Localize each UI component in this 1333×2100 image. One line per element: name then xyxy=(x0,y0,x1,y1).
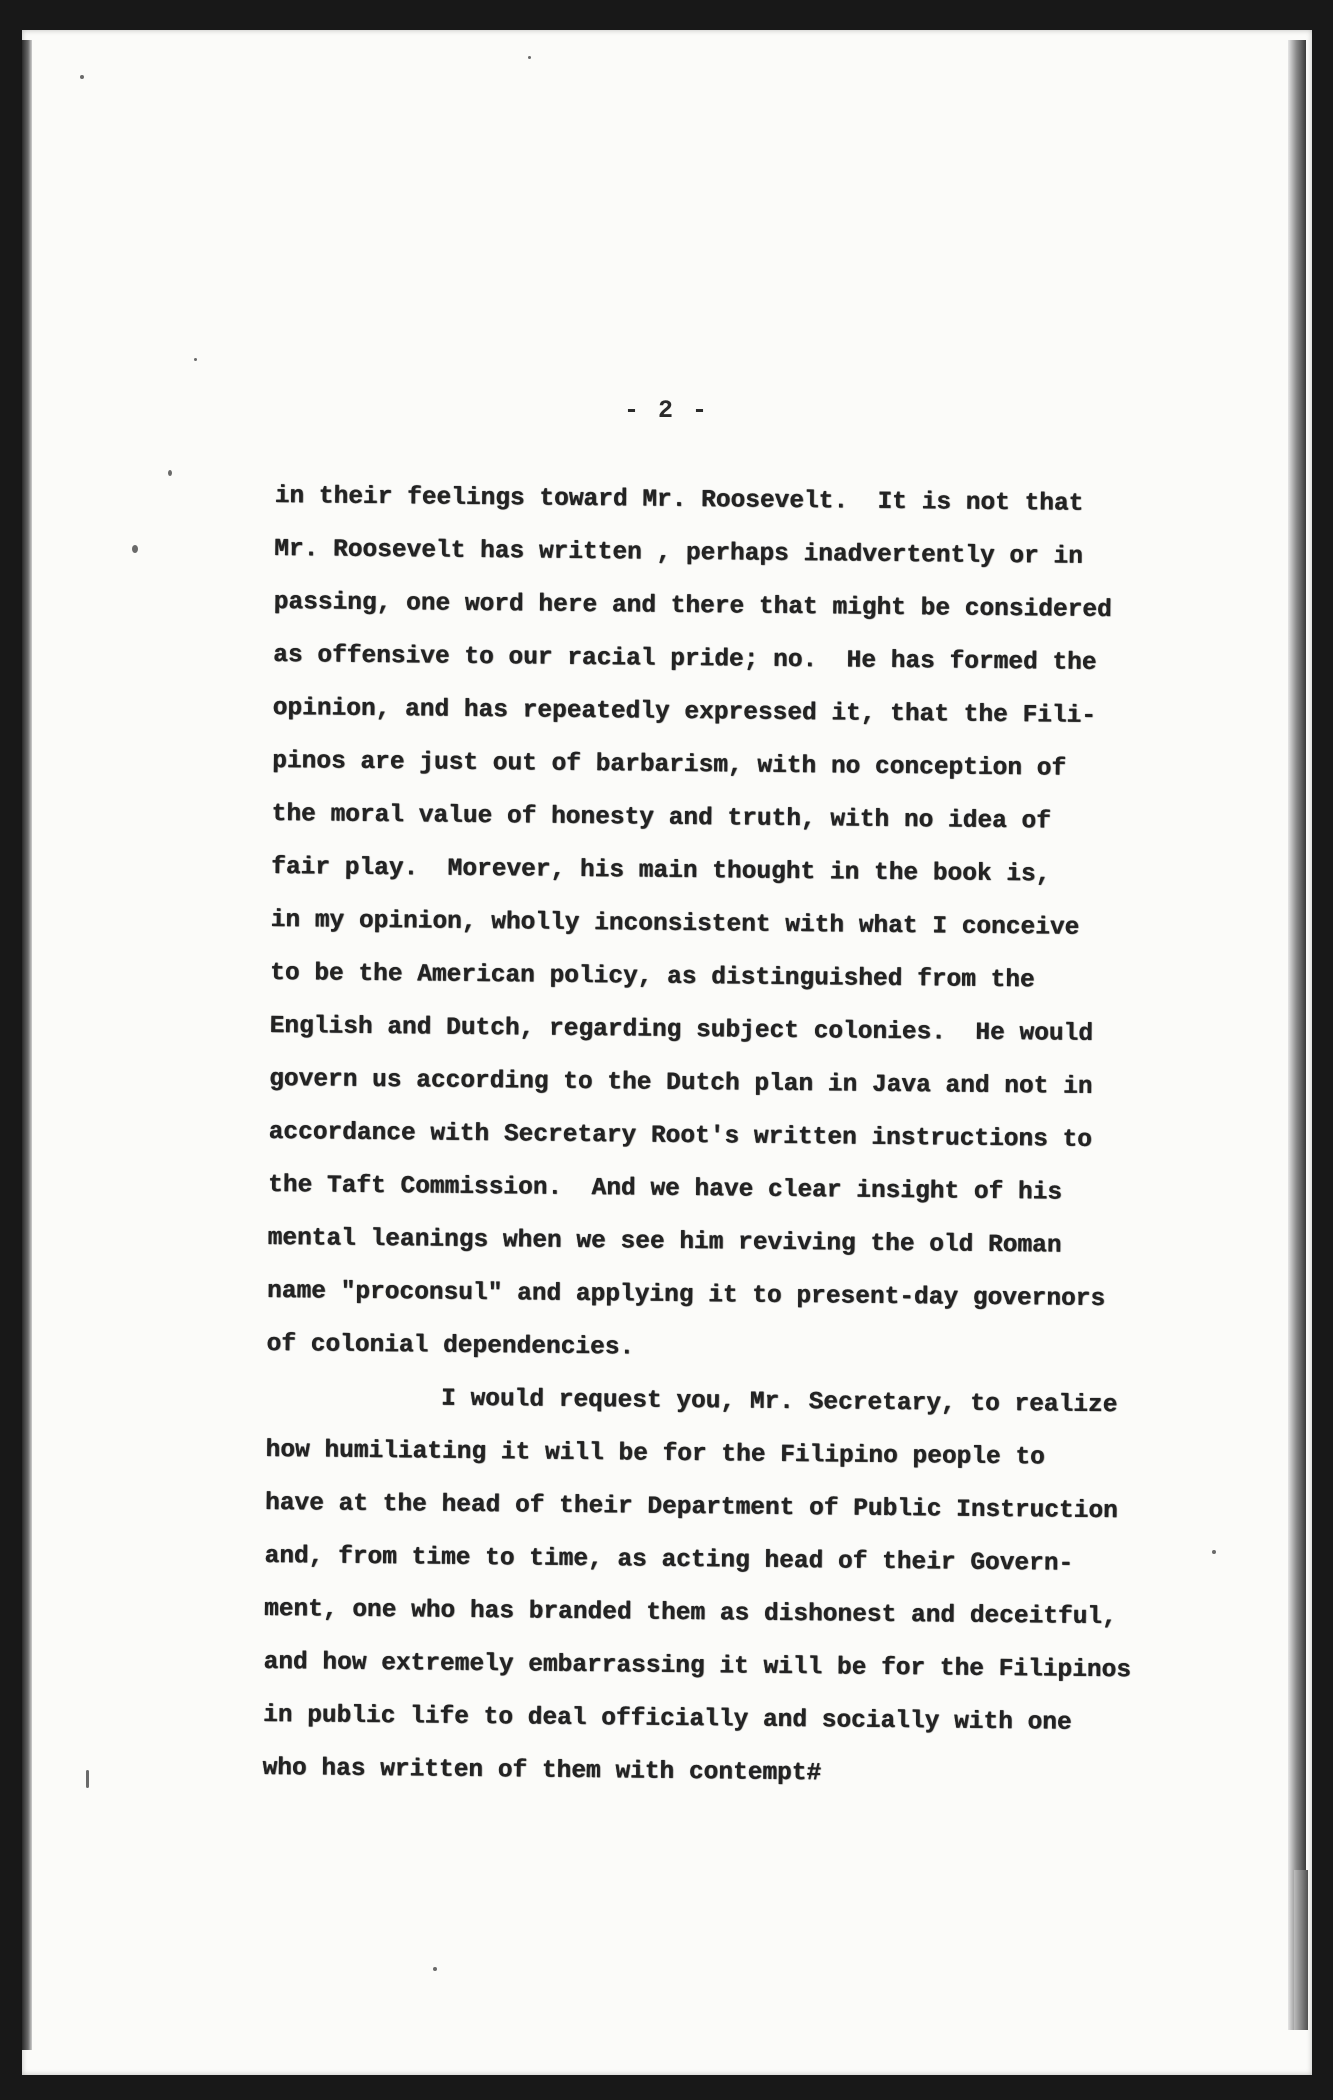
text-line: in my opinion, wholly inconsistent with what I conceive xyxy=(270,906,1080,942)
text-line: and, from time to time, as acting head of their Govern- xyxy=(264,1542,1074,1578)
text-line: how humiliating it will be for the Filipino people to xyxy=(265,1436,1045,1472)
text-line: in their feelings toward Mr. Roosevelt. It is not that xyxy=(274,482,1084,518)
text-line: opinion, and has repeatedly expressed it, that the Fili- xyxy=(272,694,1097,730)
speck-mark xyxy=(80,75,84,79)
text-line: as offensive to our racial pride; no. He has formed the xyxy=(273,641,1097,677)
right-page-edge xyxy=(1288,40,1306,2030)
speck-mark xyxy=(528,56,531,59)
text-line: mental leanings when we see him reviving the old Roman xyxy=(267,1224,1062,1260)
text-line: fair play. Morever, his main thought in the book is, xyxy=(271,853,1051,889)
speck-mark xyxy=(168,470,172,476)
text-line: passing, one word here and there that might be considered xyxy=(273,588,1112,625)
right-edge-tab xyxy=(1294,1870,1308,2030)
speck-mark xyxy=(132,545,138,553)
text-line: the Taft Commission. And we have clear insight of his xyxy=(268,1171,1063,1207)
text-line: the moral value of honesty and truth, with no idea of xyxy=(271,800,1052,836)
text-line: English and Dutch, regarding subject colonies. He would xyxy=(269,1012,1094,1048)
text-line: name "proconsul" and applying it to present-day governors xyxy=(266,1277,1106,1314)
left-page-edge xyxy=(22,40,32,2050)
letter-body-text xyxy=(262,470,1235,1804)
paragraph-start-line: I would request you, Mr. Secretary, to realize xyxy=(440,1385,1118,1420)
page-number: - 2 - xyxy=(623,396,709,425)
text-line: accordance with Secretary Root's written instructions to xyxy=(268,1118,1093,1154)
text-line: govern us according to the Dutch plan in Java and not in xyxy=(269,1065,1093,1101)
speck-mark xyxy=(433,1967,437,1971)
text-line: of colonial dependencies. xyxy=(266,1330,635,1362)
text-line: who has written of them with contempt# xyxy=(262,1754,822,1788)
text-line: to be the American policy, as distinguished from the xyxy=(270,959,1035,995)
text-line: in public life to deal officially and socially with one xyxy=(262,1701,1072,1737)
text-line: Mr. Roosevelt has written , perhaps inadvertently or in xyxy=(274,535,1083,571)
text-line: pinos are just out of barbarism, with no conception of xyxy=(272,747,1067,783)
text-line: ment, one who has branded them as dishonest and deceitful, xyxy=(263,1595,1117,1632)
speck-mark xyxy=(194,358,197,361)
text-line: and how extremely embarrassing it will be for the Filipinos xyxy=(263,1648,1132,1685)
text-line: have at the head of their Department of Public Instruction xyxy=(264,1489,1118,1526)
speck-mark xyxy=(86,1770,89,1788)
